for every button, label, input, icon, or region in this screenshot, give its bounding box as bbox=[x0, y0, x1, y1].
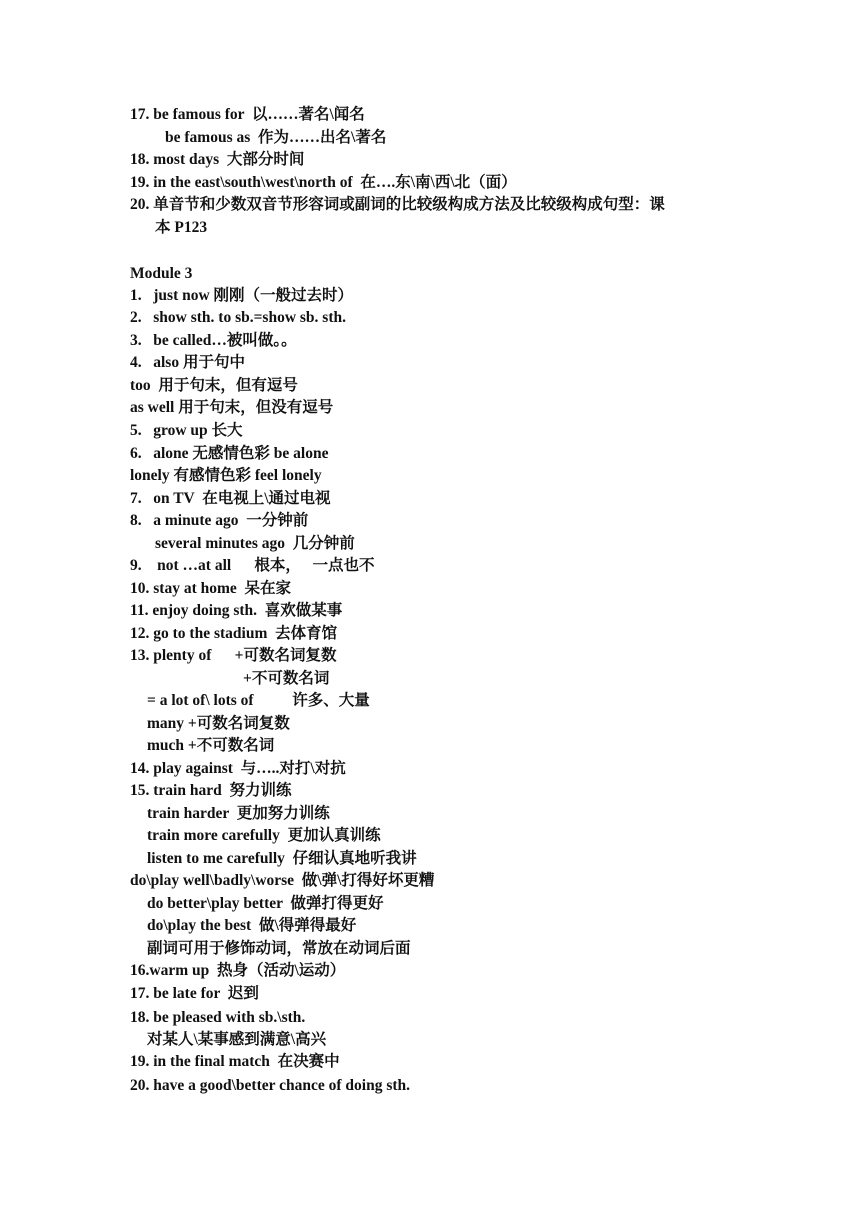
text-line: 8. a minute ago 一分钟前 bbox=[130, 512, 309, 529]
text-line: 7. on TV 在电视上\通过电视 bbox=[130, 490, 331, 507]
text-line: 20. 单音节和少数双音节形容词或副词的比较级构成方法及比较级构成句型：课 bbox=[130, 196, 665, 213]
text-line: lonely 有感情色彩 feel lonely bbox=[130, 467, 322, 484]
text-line: 9. not …at all 根本， 一点也不 bbox=[130, 557, 375, 574]
text-line: 本 P123 bbox=[155, 219, 208, 236]
text-line: do better\play better 做弹打得更好 bbox=[147, 895, 384, 912]
text-line: 19. in the final match 在决赛中 bbox=[130, 1053, 340, 1070]
text-line: 20. have a good\better chance of doing sth. bbox=[130, 1077, 411, 1094]
text-line: much +不可数名词 bbox=[147, 737, 275, 754]
text-line: do\play the best 做\得弹得最好 bbox=[147, 917, 357, 934]
text-line: train harder 更加努力训练 bbox=[147, 805, 330, 822]
text-line: 11. enjoy doing sth. 喜欢做某事 bbox=[130, 602, 343, 619]
text-line: 19. in the east\south\west\north of 在….东\南\西\北（面） bbox=[130, 174, 517, 191]
text-line: 14. play against 与…..对打\对抗 bbox=[130, 760, 346, 777]
text-line: several minutes ago 几分钟前 bbox=[155, 535, 355, 552]
text-line: = a lot of\ lots of 许多、大量 bbox=[147, 692, 370, 709]
text-line: 4. also 用于句中 bbox=[130, 354, 245, 371]
text-line: listen to me carefully 仔细认真地听我讲 bbox=[147, 850, 417, 867]
text-line: 副词可用于修饰动词，常放在动词后面 bbox=[147, 940, 411, 957]
text-line: 18. most days 大部分时间 bbox=[130, 151, 305, 168]
text-line: as well 用于句末，但没有逗号 bbox=[130, 399, 334, 416]
text-line: 3. be called…被叫做。。 bbox=[130, 332, 297, 349]
text-line: be famous as 作为……出名\著名 bbox=[165, 129, 387, 146]
text-line: 10. stay at home 呆在家 bbox=[130, 580, 292, 597]
text-line: too 用于句末，但有逗号 bbox=[130, 377, 298, 394]
text-line: 6. alone 无感情色彩 be alone bbox=[130, 445, 329, 462]
text-line: 18. be pleased with sb.\sth. bbox=[130, 1009, 306, 1026]
text-line: 13. plenty of +可数名词复数 bbox=[130, 647, 337, 664]
text-line: 17. be famous for 以……著名\闻名 bbox=[130, 106, 365, 123]
text-line: 对某人\某事感到满意\高兴 bbox=[147, 1031, 327, 1048]
text-line: +不可数名词 bbox=[243, 670, 330, 687]
text-line: 15. train hard 努力训练 bbox=[130, 782, 292, 799]
text-line: 1. just now 刚刚（一般过去时） bbox=[130, 287, 354, 304]
text-line: 16.warm up 热身（活动\运动） bbox=[130, 962, 346, 979]
text-line: do\play well\badly\worse 做\弹\打得好坏更糟 bbox=[130, 872, 435, 889]
module-heading: Module 3 bbox=[130, 265, 193, 282]
text-line: many +可数名词复数 bbox=[147, 715, 290, 732]
text-line: 2. show sth. to sb.=show sb. sth. bbox=[130, 309, 346, 326]
text-line: 5. grow up 长大 bbox=[130, 422, 243, 439]
text-line: train more carefully 更加认真训练 bbox=[147, 827, 381, 844]
text-line: 12. go to the stadium 去体育馆 bbox=[130, 625, 338, 642]
text-line: 17. be late for 迟到 bbox=[130, 985, 259, 1002]
